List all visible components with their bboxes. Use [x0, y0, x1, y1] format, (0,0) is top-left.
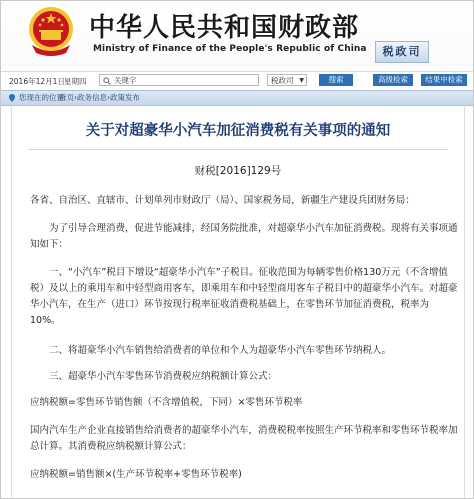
current-weekday: 星期四 [64, 77, 87, 86]
site-title: 中华人民共和国财政部 [89, 13, 360, 43]
document-number: 财税[2016]129号 [194, 165, 282, 177]
current-date: 2016年12月1日 [9, 77, 65, 86]
search-button[interactable]: 搜索 [319, 74, 353, 86]
site-title-english: Ministry of Finance of the People's Republic of China [93, 44, 367, 54]
title-divider [28, 149, 448, 150]
breadcrumb-links[interactable]: 首页›政务信息›政策发布 [59, 93, 140, 102]
formula-retail: 应纳税额=零售环节销售额（不含增值税，下同）×零售环节税率 [30, 397, 303, 408]
article [11, 105, 465, 498]
breadcrumb [1, 90, 473, 106]
formula-combined: 应纳税额=销售额×(生产环节税率+零售环节税率) [30, 469, 242, 480]
keyword-input[interactable] [99, 74, 259, 86]
location-pin-icon [9, 94, 15, 102]
domestic-producer-paragraph: 国内汽车生产企业直接销售给消费者的超豪华小汽车，消费税税率按照生产环节税率和零售环节税率加总计算。其消费税应纳税额计算公式： [30, 425, 458, 452]
location-label: 您现在的位置： [19, 93, 72, 102]
search-bar [1, 71, 473, 90]
search-in-results-button[interactable]: 结果中检索 [421, 74, 467, 86]
intro-paragraph: 为了引导合理消费，促进节能减排，经国务院批准，对超豪华小汽车加征消费税。现将有关事项通知如下： [30, 223, 458, 250]
section-three: 三、超豪华小汽车零售环节消费税应纳税额计算公式： [49, 371, 278, 382]
keyword-label: 关键字 [114, 76, 137, 85]
scope-select[interactable] [267, 74, 307, 86]
national-emblem-icon [26, 5, 76, 59]
search-icon [103, 77, 111, 85]
section-two: 二、将超豪华小汽车销售给消费者的单位和个人为超豪华小汽车零售环节纳税人。 [49, 345, 392, 356]
division-badge[interactable]: 税政司 [375, 41, 429, 63]
section-one: 一、“小汽车”税目下增设“超豪华小汽车”子税目。征收范围为每辆零售价格130万元（不含增值税）及以上的乘用车和中轻型商用客车，即乘用车和中轻型商用客车子税目中的超豪华小汽车。对超豪华小汽车，在生产（进口）环节按现行税率征收消费税基础上，在零售环节加征消费税，税率为10%。 [30, 267, 458, 326]
site-header [1, 1, 473, 67]
chevron-down-icon: ▼ [299, 77, 304, 84]
advanced-search-button[interactable]: 高级检索 [373, 74, 413, 86]
article-title: 关于对超豪华小汽车加征消费税有关事项的通知 [85, 123, 391, 139]
scope-value: 税政司 [271, 76, 294, 85]
addressee: 各省、自治区、直辖市、计划单列市财政厅（局）、国家税务局，新疆生产建设兵团财务局： [30, 195, 415, 206]
